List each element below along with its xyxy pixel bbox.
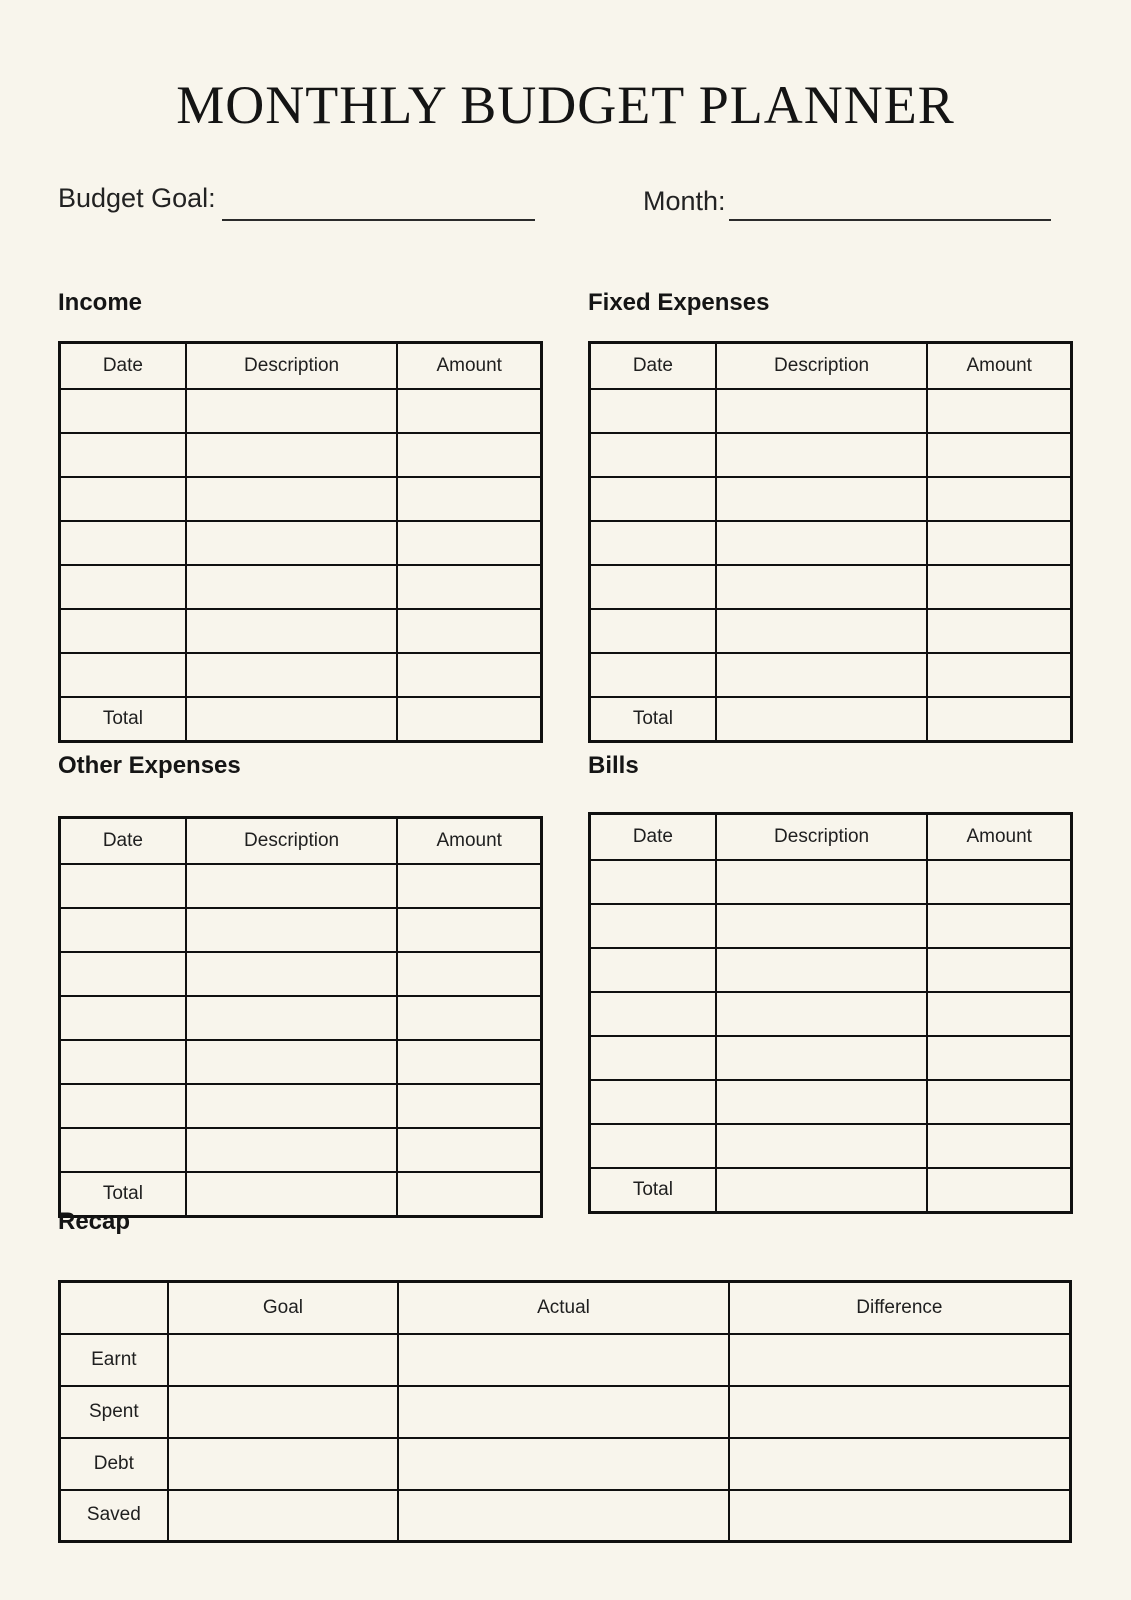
income-row (60, 609, 542, 653)
bills-heading: Bills (588, 752, 639, 779)
bills-header-row (590, 814, 1072, 860)
recap-label-earnt: Earnt (60, 1334, 168, 1386)
recap-label-spent: Spent (60, 1386, 168, 1438)
empty-cell (590, 1124, 716, 1168)
empty-cell (186, 477, 398, 521)
empty-cell (186, 609, 398, 653)
empty-cell (590, 653, 716, 697)
empty-cell (590, 477, 716, 521)
fixed-expenses-col-description: Description (716, 343, 928, 389)
budget-goal-field[interactable] (222, 219, 535, 221)
empty-cell (716, 1080, 928, 1124)
empty-cell (716, 904, 928, 948)
other-expenses-col-description: Description (186, 818, 398, 864)
empty-cell (168, 1334, 399, 1386)
empty-cell (927, 860, 1071, 904)
other-expenses-row (60, 908, 542, 952)
empty-cell (397, 433, 541, 477)
empty-cell (60, 477, 186, 521)
income-col-amount: Amount (397, 343, 541, 389)
other-expenses-col-date: Date (60, 818, 186, 864)
fixed-expenses-col-date: Date (590, 343, 716, 389)
empty-cell (927, 477, 1071, 521)
empty-cell (397, 996, 541, 1040)
empty-cell (186, 389, 398, 433)
empty-cell (397, 565, 541, 609)
fixed-expenses-row (590, 477, 1072, 521)
empty-cell (716, 1036, 928, 1080)
empty-cell (186, 1172, 398, 1217)
empty-cell (60, 864, 186, 908)
month-label: Month: (643, 186, 726, 216)
fixed-expenses-col-amount: Amount (927, 343, 1071, 389)
other-expenses-header-row (60, 818, 542, 864)
income-row (60, 433, 542, 477)
empty-cell (716, 1168, 928, 1213)
recap-row-spent (60, 1386, 1071, 1438)
fixed-expenses-table (588, 341, 1073, 743)
other-expenses-row (60, 864, 542, 908)
empty-cell (927, 697, 1071, 742)
empty-cell (590, 1080, 716, 1124)
other-expenses-row (60, 1040, 542, 1084)
empty-cell (398, 1334, 729, 1386)
empty-cell (729, 1386, 1071, 1438)
empty-cell (186, 1040, 398, 1084)
empty-cell (398, 1386, 729, 1438)
fixed-expenses-header-row (590, 343, 1072, 389)
empty-cell (729, 1490, 1071, 1542)
income-header-row (60, 343, 542, 389)
income-row (60, 521, 542, 565)
empty-cell (729, 1334, 1071, 1386)
empty-cell (590, 389, 716, 433)
income-row (60, 565, 542, 609)
empty-cell (397, 1128, 541, 1172)
empty-cell (590, 609, 716, 653)
empty-cell (927, 1124, 1071, 1168)
empty-cell (716, 477, 928, 521)
empty-cell (590, 521, 716, 565)
empty-cell (927, 521, 1071, 565)
fixed-expenses-row (590, 389, 1072, 433)
empty-cell (60, 952, 186, 996)
other-expenses-row (60, 1128, 542, 1172)
recap-label-debt: Debt (60, 1438, 168, 1490)
empty-cell (398, 1438, 729, 1490)
empty-cell (60, 1084, 186, 1128)
empty-cell (590, 992, 716, 1036)
bills-row (590, 948, 1072, 992)
empty-cell (186, 433, 398, 477)
empty-cell (716, 433, 928, 477)
empty-cell (186, 908, 398, 952)
bills-col-date: Date (590, 814, 716, 860)
fixed-expenses-row (590, 565, 1072, 609)
empty-cell (60, 565, 186, 609)
bills-row (590, 1124, 1072, 1168)
recap-col-difference: Difference (729, 1282, 1071, 1334)
recap-table (58, 1280, 1072, 1543)
empty-cell (927, 992, 1071, 1036)
empty-cell (716, 992, 928, 1036)
empty-cell (186, 1084, 398, 1128)
empty-cell (927, 609, 1071, 653)
other-expenses-col-amount: Amount (397, 818, 541, 864)
fixed-expenses-row (590, 433, 1072, 477)
empty-cell (397, 389, 541, 433)
budget-goal-label: Budget Goal: (58, 183, 216, 213)
empty-cell (397, 1172, 541, 1217)
income-total-row (60, 697, 542, 742)
empty-cell (397, 521, 541, 565)
fixed-expenses-row (590, 653, 1072, 697)
empty-cell (927, 1080, 1071, 1124)
bills-row (590, 904, 1072, 948)
empty-cell (60, 653, 186, 697)
bills-total-label: Total (590, 1168, 716, 1213)
empty-cell (60, 433, 186, 477)
empty-cell (186, 697, 398, 742)
empty-cell (716, 521, 928, 565)
bills-total-row (590, 1168, 1072, 1213)
bills-row (590, 860, 1072, 904)
empty-cell (729, 1438, 1071, 1490)
fixed-expenses-heading: Fixed Expenses (588, 289, 770, 316)
empty-cell (397, 1084, 541, 1128)
empty-cell (927, 904, 1071, 948)
empty-cell (186, 952, 398, 996)
income-row (60, 653, 542, 697)
empty-cell (397, 864, 541, 908)
other-expenses-heading: Other Expenses (58, 752, 241, 779)
income-row (60, 477, 542, 521)
bills-row (590, 992, 1072, 1036)
month-field[interactable] (729, 219, 1051, 221)
income-row (60, 389, 542, 433)
other-expenses-row (60, 952, 542, 996)
empty-cell (186, 864, 398, 908)
other-expenses-total-label: Total (60, 1172, 186, 1217)
empty-cell (927, 389, 1071, 433)
empty-cell (168, 1490, 399, 1542)
empty-cell (590, 565, 716, 609)
empty-cell (60, 1040, 186, 1084)
empty-cell (716, 948, 928, 992)
empty-cell (168, 1386, 399, 1438)
empty-cell (590, 1036, 716, 1080)
empty-cell (186, 521, 398, 565)
empty-cell (397, 477, 541, 521)
recap-row-debt (60, 1438, 1071, 1490)
recap-col-actual: Actual (398, 1282, 729, 1334)
empty-cell (60, 609, 186, 653)
empty-cell (186, 996, 398, 1040)
recap-heading: Recap (58, 1208, 131, 1235)
income-col-description: Description (186, 343, 398, 389)
empty-cell (168, 1438, 399, 1490)
recap-row-saved (60, 1490, 1071, 1542)
income-heading: Income (58, 289, 143, 316)
other-expenses-total-row (60, 1172, 542, 1217)
income-total-label: Total (60, 697, 186, 742)
empty-cell (397, 952, 541, 996)
empty-cell (927, 565, 1071, 609)
empty-cell (716, 653, 928, 697)
recap-header-row (60, 1282, 1071, 1334)
other-expenses-row (60, 996, 542, 1040)
fixed-expenses-row (590, 609, 1072, 653)
empty-cell (716, 389, 928, 433)
recap-row-earnt (60, 1334, 1071, 1386)
empty-cell (716, 860, 928, 904)
empty-cell (398, 1490, 729, 1542)
income-table (58, 341, 543, 743)
empty-cell (186, 653, 398, 697)
fixed-expenses-total-row (590, 697, 1072, 742)
other-expenses-row (60, 1084, 542, 1128)
empty-cell (590, 860, 716, 904)
recap-col-goal: Goal (168, 1282, 399, 1334)
empty-cell (927, 653, 1071, 697)
bills-col-description: Description (716, 814, 928, 860)
empty-cell (927, 948, 1071, 992)
empty-cell (927, 1036, 1071, 1080)
empty-cell (60, 521, 186, 565)
empty-cell (397, 653, 541, 697)
empty-cell (927, 1168, 1071, 1213)
empty-cell (590, 433, 716, 477)
empty-cell (60, 908, 186, 952)
empty-cell (60, 1128, 186, 1172)
empty-cell (397, 609, 541, 653)
other-expenses-table (58, 816, 543, 1218)
empty-cell (590, 948, 716, 992)
fixed-expenses-total-label: Total (590, 697, 716, 742)
empty-cell (716, 565, 928, 609)
fixed-expenses-row (590, 521, 1072, 565)
empty-cell (60, 996, 186, 1040)
empty-cell (186, 565, 398, 609)
income-col-date: Date (60, 343, 186, 389)
empty-cell (397, 1040, 541, 1084)
page-title: MONTHLY BUDGET PLANNER (176, 75, 955, 135)
empty-cell (716, 697, 928, 742)
empty-cell (60, 1282, 168, 1334)
bills-row (590, 1036, 1072, 1080)
empty-cell (716, 609, 928, 653)
bills-table (588, 812, 1073, 1214)
empty-cell (60, 389, 186, 433)
empty-cell (927, 433, 1071, 477)
empty-cell (397, 908, 541, 952)
empty-cell (716, 1124, 928, 1168)
recap-label-saved: Saved (60, 1490, 168, 1542)
empty-cell (186, 1128, 398, 1172)
empty-cell (590, 904, 716, 948)
bills-row (590, 1080, 1072, 1124)
empty-cell (397, 697, 541, 742)
bills-col-amount: Amount (927, 814, 1071, 860)
